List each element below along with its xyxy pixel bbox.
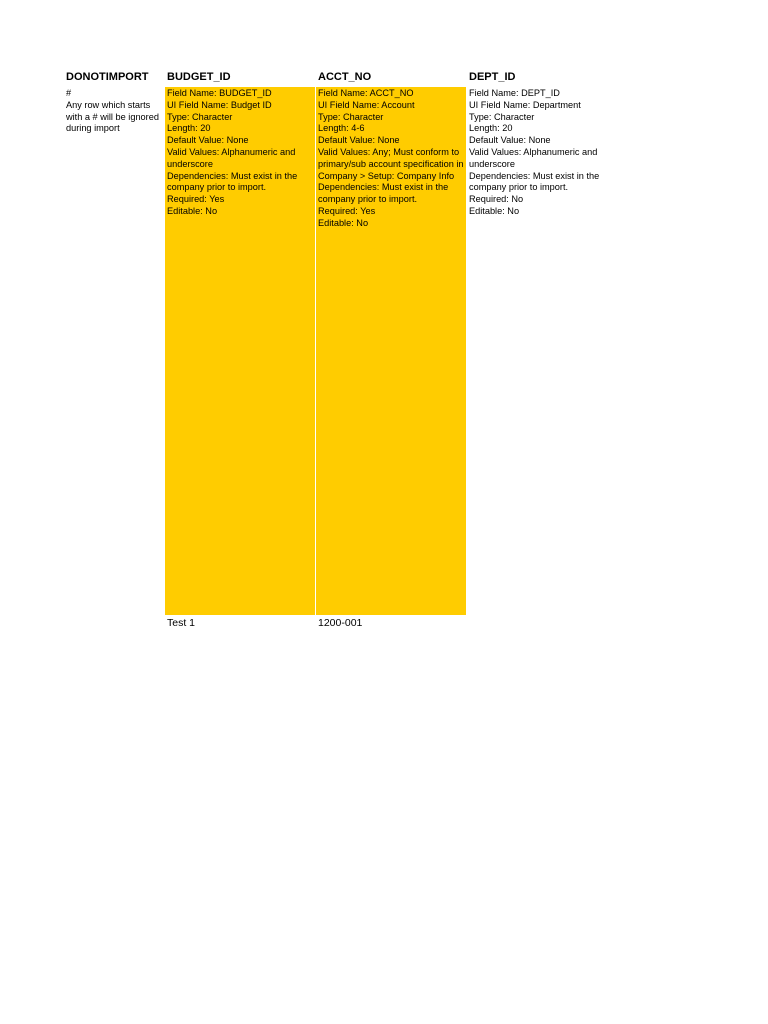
description-line: Length: 4-6 (318, 123, 365, 134)
description-line: Length: 20 (469, 123, 513, 134)
description-line: Field Name: BUDGET_ID (167, 88, 272, 98)
column-description[interactable] (64, 87, 164, 135)
description-line: # (66, 88, 72, 98)
cell-value[interactable]: 1200-001 (318, 617, 363, 629)
column-description[interactable] (165, 87, 315, 615)
description-line: Dependencies: Must exist in the company prior to import. (469, 170, 600, 193)
description-line: Length: 20 (167, 123, 211, 134)
description-line: UI Field Name: Account (318, 99, 415, 110)
column-header[interactable]: BUDGET_ID (167, 71, 231, 83)
description-line: Default Value: None (469, 135, 551, 146)
description-line: Any row which starts with a # will be ignored during import (66, 99, 159, 134)
column-header[interactable]: DEPT_ID (469, 71, 516, 83)
description-line: Default Value: None (167, 135, 249, 146)
description-line: Valid Values: Any; Must conform to primary/sub account specification in Company > Setup: Company Info (318, 146, 464, 181)
description-line: Required: Yes (318, 205, 376, 216)
description-line: Field Name: ACCT_NO (318, 88, 414, 98)
description-line: Editable: No (167, 205, 218, 216)
description-line: Dependencies: Must exist in the company prior to import. (318, 182, 449, 205)
description-line: Editable: No (318, 217, 369, 228)
description-line: Dependencies: Must exist in the company prior to import. (167, 170, 298, 193)
description-line: Type: Character (167, 111, 233, 122)
description-line: Editable: No (469, 205, 520, 216)
column-description[interactable] (467, 87, 627, 218)
description-line: Required: No (469, 194, 524, 205)
column-header[interactable]: DONOTIMPORT (66, 71, 149, 83)
description-line: UI Field Name: Department (469, 99, 581, 110)
cell-value[interactable]: Test 1 (167, 617, 196, 629)
description-line: Valid Values: Alphanumeric and underscore (167, 146, 296, 169)
description-line: Required: Yes (167, 194, 225, 205)
description-line: Valid Values: Alphanumeric and underscore (469, 146, 598, 169)
description-line: Type: Character (469, 111, 535, 122)
description-line: Default Value: None (318, 135, 400, 146)
description-line: Field Name: DEPT_ID (469, 88, 560, 98)
description-line: Type: Character (318, 111, 384, 122)
column-description[interactable] (316, 87, 466, 615)
column-header[interactable]: ACCT_NO (318, 71, 372, 83)
description-line: UI Field Name: Budget ID (167, 99, 272, 110)
